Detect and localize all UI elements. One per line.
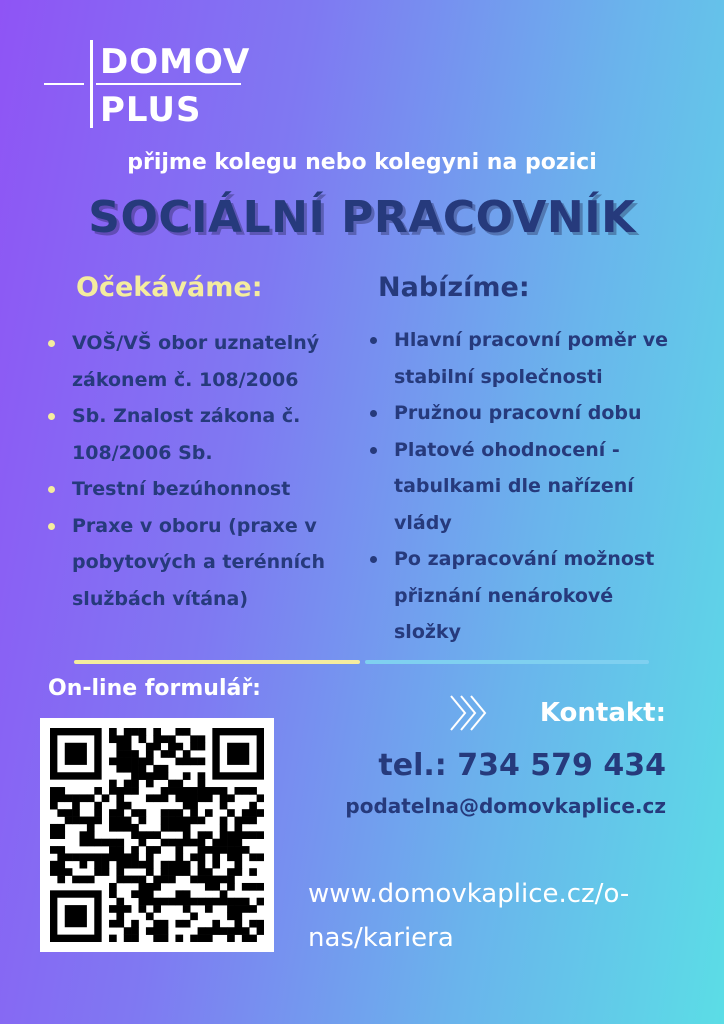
page-title: SOCIÁLNÍ PRACOVNÍK <box>88 192 636 243</box>
qr-code[interactable] <box>40 718 274 952</box>
contact-label: Kontakt: <box>539 698 666 728</box>
offer-item: Hlavní pracovní poměr ve stabilní společnosti <box>370 322 680 395</box>
logo-line-left <box>44 83 84 85</box>
offer-item: Po zapracování možnost přiznání nenárokové složky <box>370 541 680 651</box>
email-link[interactable]: podatelna@domovkaplice.cz <box>345 794 666 818</box>
divider-left <box>74 660 360 664</box>
logo-text-top: DOMOV <box>100 42 251 82</box>
expect-item: Trestní bezúhonnost <box>48 471 358 508</box>
expect-heading: Očekáváme: <box>76 272 263 303</box>
divider-right <box>365 660 649 664</box>
expect-item: VOŠ/VŠ obor uznatelný zákonem č. 108/2006 <box>48 325 358 398</box>
offer-list <box>370 322 680 651</box>
subtitle: přijme kolegu nebo kolegyni na pozici <box>127 150 597 175</box>
logo-line-right <box>96 83 241 85</box>
logo-text-bottom: PLUS <box>100 90 202 130</box>
logo <box>44 40 251 130</box>
expect-item: Praxe v oboru (praxe v pobytových a terénních službách vítána) <box>48 508 358 618</box>
offer-heading: Nabízíme: <box>378 272 530 303</box>
qr-code-icon <box>50 728 264 942</box>
form-label: On-line formulář: <box>48 676 261 701</box>
expect-item: Sb. Znalost zákona č. 108/2006 Sb. <box>48 398 358 471</box>
logo-line-vertical <box>90 40 93 128</box>
website-link[interactable]: www.domovkaplice.cz/o-nas/kariera <box>308 879 630 953</box>
offer-item: Platové ohodnocení - tabulkami dle nařízení vlády <box>370 432 680 542</box>
chevron-right-icon <box>447 690 493 736</box>
phone-number[interactable]: tel.: 734 579 434 <box>378 748 666 783</box>
offer-item: Pružnou pracovní dobu <box>370 395 680 432</box>
expect-list <box>48 325 358 617</box>
